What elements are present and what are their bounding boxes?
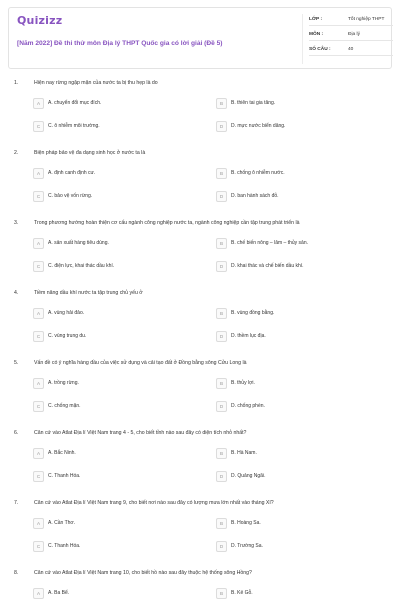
option-text: A. Cần Thơ. bbox=[48, 520, 76, 526]
header-divider bbox=[302, 14, 303, 64]
option-text: B. Hà Nam. bbox=[231, 450, 257, 456]
option-a[interactable] bbox=[33, 97, 101, 109]
option-b[interactable] bbox=[216, 97, 275, 109]
option-b[interactable] bbox=[216, 447, 257, 459]
question-text: Căn cứ vào Atlat Địa lí Việt Nam trang 10, cho biết hồ nào sau đây thuộc hệ thống sông Hồng? bbox=[34, 570, 252, 576]
option-a[interactable] bbox=[33, 237, 109, 249]
option-text: C. bảo vệ vốn rừng. bbox=[48, 193, 93, 199]
option-letter: D bbox=[216, 471, 227, 482]
option-letter: B bbox=[216, 98, 227, 109]
option-c[interactable] bbox=[33, 190, 92, 202]
option-text: C. ô nhiễm môi trường. bbox=[48, 123, 100, 129]
option-d[interactable] bbox=[216, 400, 265, 412]
meta-key: SỐ CÂU : bbox=[309, 47, 331, 52]
question-number: 7. bbox=[14, 500, 19, 506]
meta-value: Địa lý bbox=[348, 32, 360, 37]
option-d[interactable] bbox=[216, 470, 265, 482]
option-d[interactable] bbox=[216, 120, 285, 132]
option-letter: D bbox=[216, 401, 227, 412]
option-d[interactable] bbox=[216, 540, 263, 552]
option-b[interactable] bbox=[216, 237, 308, 249]
question-text: Trong phương hướng hoàn thiện cơ cấu ngành công nghiệp nước ta, ngành công nghiệp cần tập trung phát triển là bbox=[34, 220, 300, 226]
option-b[interactable] bbox=[216, 377, 255, 389]
option-b[interactable] bbox=[216, 307, 274, 319]
question-text: Căn cứ vào Atlat Địa lí Việt Nam trang 4 - 5, cho biết tỉnh nào sau đây có diện tích nhỏ nhất? bbox=[34, 430, 247, 436]
option-letter: C bbox=[33, 191, 44, 202]
option-letter: D bbox=[216, 331, 227, 342]
option-text: D. ban hành sách đỏ. bbox=[231, 193, 279, 199]
question-number: 1. bbox=[14, 80, 19, 86]
option-c[interactable] bbox=[33, 260, 114, 272]
option-letter: D bbox=[216, 121, 227, 132]
option-a[interactable] bbox=[33, 307, 84, 319]
option-letter: C bbox=[33, 331, 44, 342]
option-letter: B bbox=[216, 168, 227, 179]
option-text: A. Ba Bể. bbox=[48, 590, 70, 596]
option-b[interactable] bbox=[216, 517, 261, 529]
meta-key: LỚP : bbox=[309, 17, 323, 22]
option-text: C. chống mặn. bbox=[48, 403, 81, 409]
option-letter: D bbox=[216, 191, 227, 202]
question-text: Tiềm năng dầu khí nước ta tập trung chủ yếu ở bbox=[34, 290, 143, 296]
option-c[interactable] bbox=[33, 400, 81, 412]
option-text: A. Bắc Ninh. bbox=[48, 450, 76, 456]
option-text: A. sản xuất hàng tiêu dùng. bbox=[48, 240, 109, 246]
option-d[interactable] bbox=[216, 260, 304, 272]
option-letter: A bbox=[33, 378, 44, 389]
option-letter: A bbox=[33, 448, 44, 459]
question-text: Vấn đề có ý nghĩa hàng đầu của việc sử dụng và cải tạo đất ở Đồng bằng sông Cửu Long là bbox=[34, 360, 247, 366]
option-text: C. Thanh Hóa. bbox=[48, 473, 81, 479]
option-text: A. trồng rừng. bbox=[48, 380, 79, 386]
meta-value: Tốt nghiệp THPT bbox=[348, 17, 385, 22]
option-text: B. chế biến nông – lâm – thủy sản. bbox=[231, 240, 308, 246]
question-number: 2. bbox=[14, 150, 19, 156]
option-text: B. Kẻ Gỗ. bbox=[231, 590, 253, 596]
option-letter: B bbox=[216, 238, 227, 249]
question-number: 5. bbox=[14, 360, 19, 366]
option-a[interactable] bbox=[33, 167, 95, 179]
option-d[interactable] bbox=[216, 190, 279, 202]
option-b[interactable] bbox=[216, 167, 285, 179]
worksheet-header bbox=[8, 7, 392, 69]
option-text: D. khai thác và chế biến dầu khí. bbox=[231, 263, 304, 269]
quizizz-logo: Quizizz bbox=[17, 14, 63, 27]
option-letter: D bbox=[216, 541, 227, 552]
question-number: 3. bbox=[14, 220, 19, 226]
option-letter: B bbox=[216, 588, 227, 599]
question-number: 6. bbox=[14, 430, 19, 436]
option-c[interactable] bbox=[33, 470, 80, 482]
option-text: B. thiên tai gia tăng. bbox=[231, 100, 276, 106]
option-text: C. điện lực, khai thác dầu khí. bbox=[48, 263, 115, 269]
option-letter: D bbox=[216, 261, 227, 272]
option-text: D. Trường Sa. bbox=[231, 543, 263, 549]
option-text: B. vùng đồng bằng. bbox=[231, 310, 275, 316]
meta-value: 40 bbox=[348, 47, 354, 52]
question-text: Biện pháp bảo vệ đa dạng sinh học ở nước ta là bbox=[34, 150, 146, 156]
option-a[interactable] bbox=[33, 587, 69, 599]
option-text: B. thủy lợi. bbox=[231, 380, 255, 386]
question-text: Hiện nay rừng ngập mặn của nước ta bị thu hẹp là do bbox=[34, 80, 158, 86]
option-b[interactable] bbox=[216, 587, 253, 599]
option-a[interactable] bbox=[33, 517, 75, 529]
page-title: [Năm 2022] Đề thi thử môn Địa lý THPT Quốc gia có lời giải (Đề 5) bbox=[17, 40, 223, 47]
meta-underline bbox=[309, 40, 393, 41]
question-number: 4. bbox=[14, 290, 19, 296]
option-letter: C bbox=[33, 471, 44, 482]
option-letter: A bbox=[33, 238, 44, 249]
question-number: 8. bbox=[14, 570, 19, 576]
meta-key: MÔN : bbox=[309, 32, 324, 37]
option-text: D. mực nước biển dâng. bbox=[231, 123, 286, 129]
option-letter: B bbox=[216, 378, 227, 389]
option-a[interactable] bbox=[33, 447, 76, 459]
option-c[interactable] bbox=[33, 540, 80, 552]
option-c[interactable] bbox=[33, 120, 100, 132]
option-letter: B bbox=[216, 518, 227, 529]
option-text: B. Hoàng Sa. bbox=[231, 520, 261, 526]
option-letter: C bbox=[33, 121, 44, 132]
option-c[interactable] bbox=[33, 330, 86, 342]
option-text: D. Quảng Ngãi. bbox=[231, 473, 266, 479]
option-letter: A bbox=[33, 588, 44, 599]
option-text: B. chống ô nhiễm nước. bbox=[231, 170, 285, 176]
option-text: A. chuyển đổi mục đích. bbox=[48, 100, 102, 106]
option-letter: C bbox=[33, 261, 44, 272]
option-letter: B bbox=[216, 308, 227, 319]
option-letter: A bbox=[33, 518, 44, 529]
option-letter: A bbox=[33, 98, 44, 109]
option-letter: C bbox=[33, 401, 44, 412]
option-text: C. vùng trung du. bbox=[48, 333, 87, 339]
option-text: A. vùng hải đảo. bbox=[48, 310, 85, 316]
option-letter: B bbox=[216, 448, 227, 459]
option-text: A. định canh định cư. bbox=[48, 170, 96, 176]
option-text: C. Thanh Hóa. bbox=[48, 543, 81, 549]
option-d[interactable] bbox=[216, 330, 266, 342]
option-letter: C bbox=[33, 541, 44, 552]
option-text: D. chống phèn. bbox=[231, 403, 265, 409]
option-a[interactable] bbox=[33, 377, 79, 389]
meta-underline bbox=[309, 25, 393, 26]
option-letter: A bbox=[33, 308, 44, 319]
option-letter: A bbox=[33, 168, 44, 179]
question-text: Căn cứ vào Atlat Địa lí Việt Nam trang 9, cho biết nơi nào sau đây có lượng mưa lớn nhất vào tháng XI? bbox=[34, 500, 274, 506]
option-text: D. thềm lục địa. bbox=[231, 333, 266, 339]
meta-underline bbox=[309, 55, 393, 56]
